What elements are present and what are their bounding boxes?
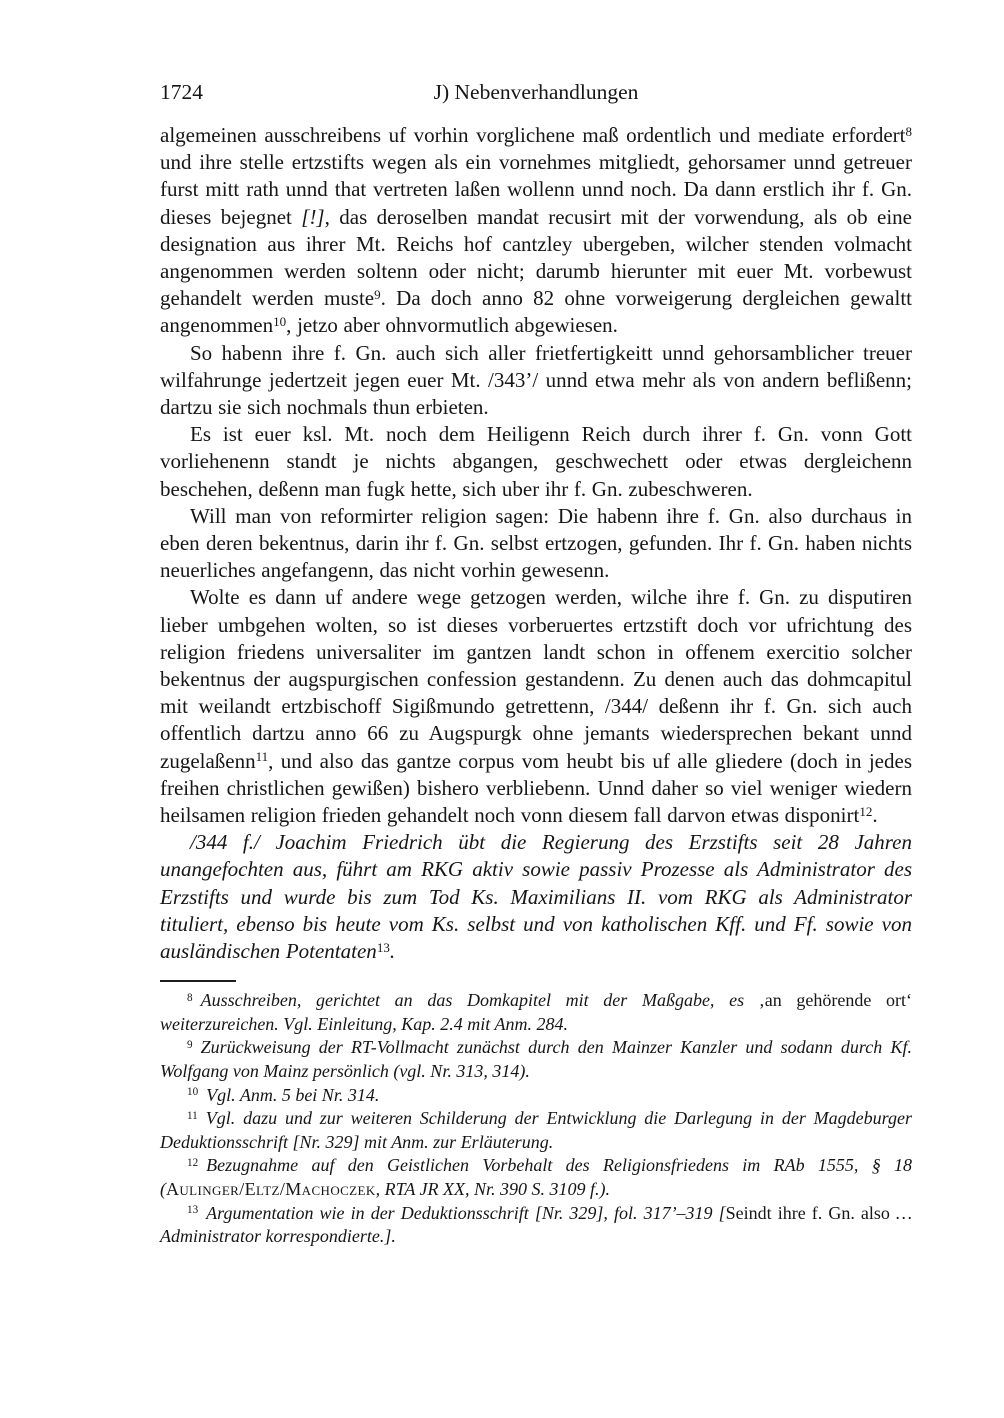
paragraph (160, 584, 912, 829)
text-run: , jetzo aber ohnvormutlich abgewiesen. (286, 313, 618, 338)
text-run: und ihre stelle ertzstifts wegen als ein vornehmes mitgliedt, gehorsamer unnd getreuer furst mitt rath unnd that vertreten laßen wollenn unnd noch. Da dann erstlich ihr f. Gn. dieses bejegnet (160, 150, 912, 229)
footnote-number: 12 (187, 1157, 199, 1170)
footnote-block (160, 980, 912, 1249)
text-run: , und also das gantze corpus vom heubt bis uf alle gliedere (doch in jedes freihen christlichen gewißen) bishero verbliebenn. Unnd daher so viel weniger wiedern heilsamen religion frieden gehandelt noch vonn diesem fall darvon etwas disponirt (160, 748, 912, 828)
footnote (160, 1036, 912, 1083)
text-run: … Administrator korrespondierte.]. (160, 1202, 912, 1247)
text-run: [!] (301, 204, 325, 229)
footnote-separator-rule (160, 980, 236, 982)
body-text (160, 122, 912, 965)
text-run: algemeinen ausschreibens uf vorhin vorglichene maß ordentlich und mediate erfordert (160, 123, 906, 147)
footnote-ref: 10 (273, 314, 287, 330)
footnote-number: 8 (187, 991, 193, 1004)
text-run: weiterzureichen. Vgl. Einleitung, Kap. 2.4 mit Anm. 284. (160, 1013, 568, 1034)
footnote-ref: 8 (905, 123, 912, 139)
footnote-number: 11 (187, 1109, 198, 1122)
text-run: Seindt ihre f. Gn. also (725, 1202, 890, 1223)
text-run: . (389, 939, 396, 964)
footnote-ref: 12 (859, 803, 873, 819)
footnote (160, 1084, 912, 1108)
text-run: Zurückweisung der RT-Vollmacht zunächst durch den Mainzer Kanzler und sodann durch Kf. Wolfgang von Mainz persönlich (vgl. Nr. 313, 314). (160, 1037, 912, 1082)
paragraph (160, 122, 912, 340)
footnote (160, 1202, 912, 1249)
text-run: , das deroselben mandat recusirt mit der vorwendung, als ob eine designation aus ihrer Mt. Reichs hof cantzley ubergeben, wilcher stenden volmacht angenommen werden soltenn oder nicht; darumb hierunter mit euer Mt. vorbewust gehandelt werden muste (160, 204, 912, 311)
footnote (160, 989, 912, 1036)
footnote-number: 13 (187, 1204, 199, 1217)
text-run: Argumentation wie in der Deduktionsschrift [Nr. 329], fol. 317’–319 [ (206, 1202, 726, 1223)
text-run: . (872, 803, 878, 828)
footnote-ref: 9 (374, 286, 381, 302)
page-number: 1724 (160, 80, 203, 104)
text-run: . Da doch anno 82 ohne vorweigerung dergleichen gewaltt angenommen (160, 286, 912, 338)
text-run: Aulinger/Eltz/Machoczek (166, 1179, 376, 1200)
text-run: Vgl. Anm. 5 bei Nr. 314. (206, 1084, 380, 1105)
paragraph (160, 503, 912, 585)
text-run: /344 f./ Joachim Friedrich übt die Regierung des Erzstifts seit 28 Jahren unangefochten aus, führt am RKG aktiv sowie passiv Prozesse als Administrator des Erzstifts und wurde bis zum Tod Ks. Maximilians II. vom RKG als Administrator tituliert, ebenso bis heute vom Ks. selbst und von katholischen Kff. und Ff. sowie von ausländischen Potentaten (160, 830, 912, 964)
footnote (160, 1154, 912, 1201)
footnote-list (160, 989, 912, 1249)
running-title: J) Nebenverhandlungen (433, 80, 639, 104)
footnote-ref: 11 (255, 749, 269, 765)
text-run: Will man von reformirter religion sagen: Die habenn ihre f. Gn. also durchaus in eben deren bekentnus, darin ihr f. Gn. selbst ertzogen, gefunden. Ihr f. Gn. haben nichts neuerliches angefangenn, das nicht vorhin gewesenn. (160, 503, 912, 583)
text-run: Es ist euer ksl. Mt. noch dem Heiligenn Reich durch ihrer f. Gn. vonn Gott vorliehenenn standt je nichts abgangen, geschwechett oder etwas dergleichenn beschehen, deßenn man fugk hette, sich uber ihr f. Gn. zubeschweren. (160, 422, 912, 501)
footnote-ref: 13 (376, 939, 390, 955)
footnote (160, 1107, 912, 1154)
text-run: , RTA JR XX, Nr. 390 S. 3109 f.). (375, 1179, 610, 1200)
text-run: Vgl. dazu und zur weiteren Schilderung der Entwicklung die Darlegung in der Magdeburger Deduktionsschrift [Nr. 329] mit Anm. zur Erläuterung. (160, 1108, 912, 1152)
text-run: Bezugnahme auf den Geistlichen Vorbehalt des Religionsfriedens im RAb 1555, § 18 ( (160, 1155, 912, 1200)
text-run: ‚an gehörende ort‘ (758, 990, 912, 1011)
text-run: Wolte es dann uf andere wege getzogen werden, wilche ihre f. Gn. zu disputiren lieber umbgehen wolten, so ist dieses vorberuertes ertzstift doch vor ufrichtung des religion friedens universaliter im gantzen landt schon in offenem exercitio solcher bekentnus der augspurgischen confession gestandenn. Zu denen auch das dohmcapitul mit weilandt ertzbischoff Sigißmundo getrettenn, /344/ deßenn ihr f. Gn. sich auch offentlich dartzu anno 66 zu Augspurgk ohne jemants wiedersprechen bekant unnd zugelaßenn (160, 585, 912, 773)
paragraph (160, 421, 912, 503)
footnote-number: 9 (187, 1039, 193, 1052)
paragraph (160, 340, 912, 422)
page-header (160, 78, 912, 106)
text-run: So habenn ihre f. Gn. auch sich aller frietfertigkeitt unnd gehorsamblicher treuer wilfahrunge jedertzeit jegen euer Mt. /343’/ unnd etwa mehr als von andern beflißenn; dartzu sie sich nochmals thun erbieten. (160, 340, 912, 420)
footnote-number: 10 (187, 1086, 199, 1099)
paragraph (160, 829, 912, 965)
text-run: Ausschreiben, gerichtet an das Domkapitel mit der Maßgabe, es (200, 990, 759, 1011)
